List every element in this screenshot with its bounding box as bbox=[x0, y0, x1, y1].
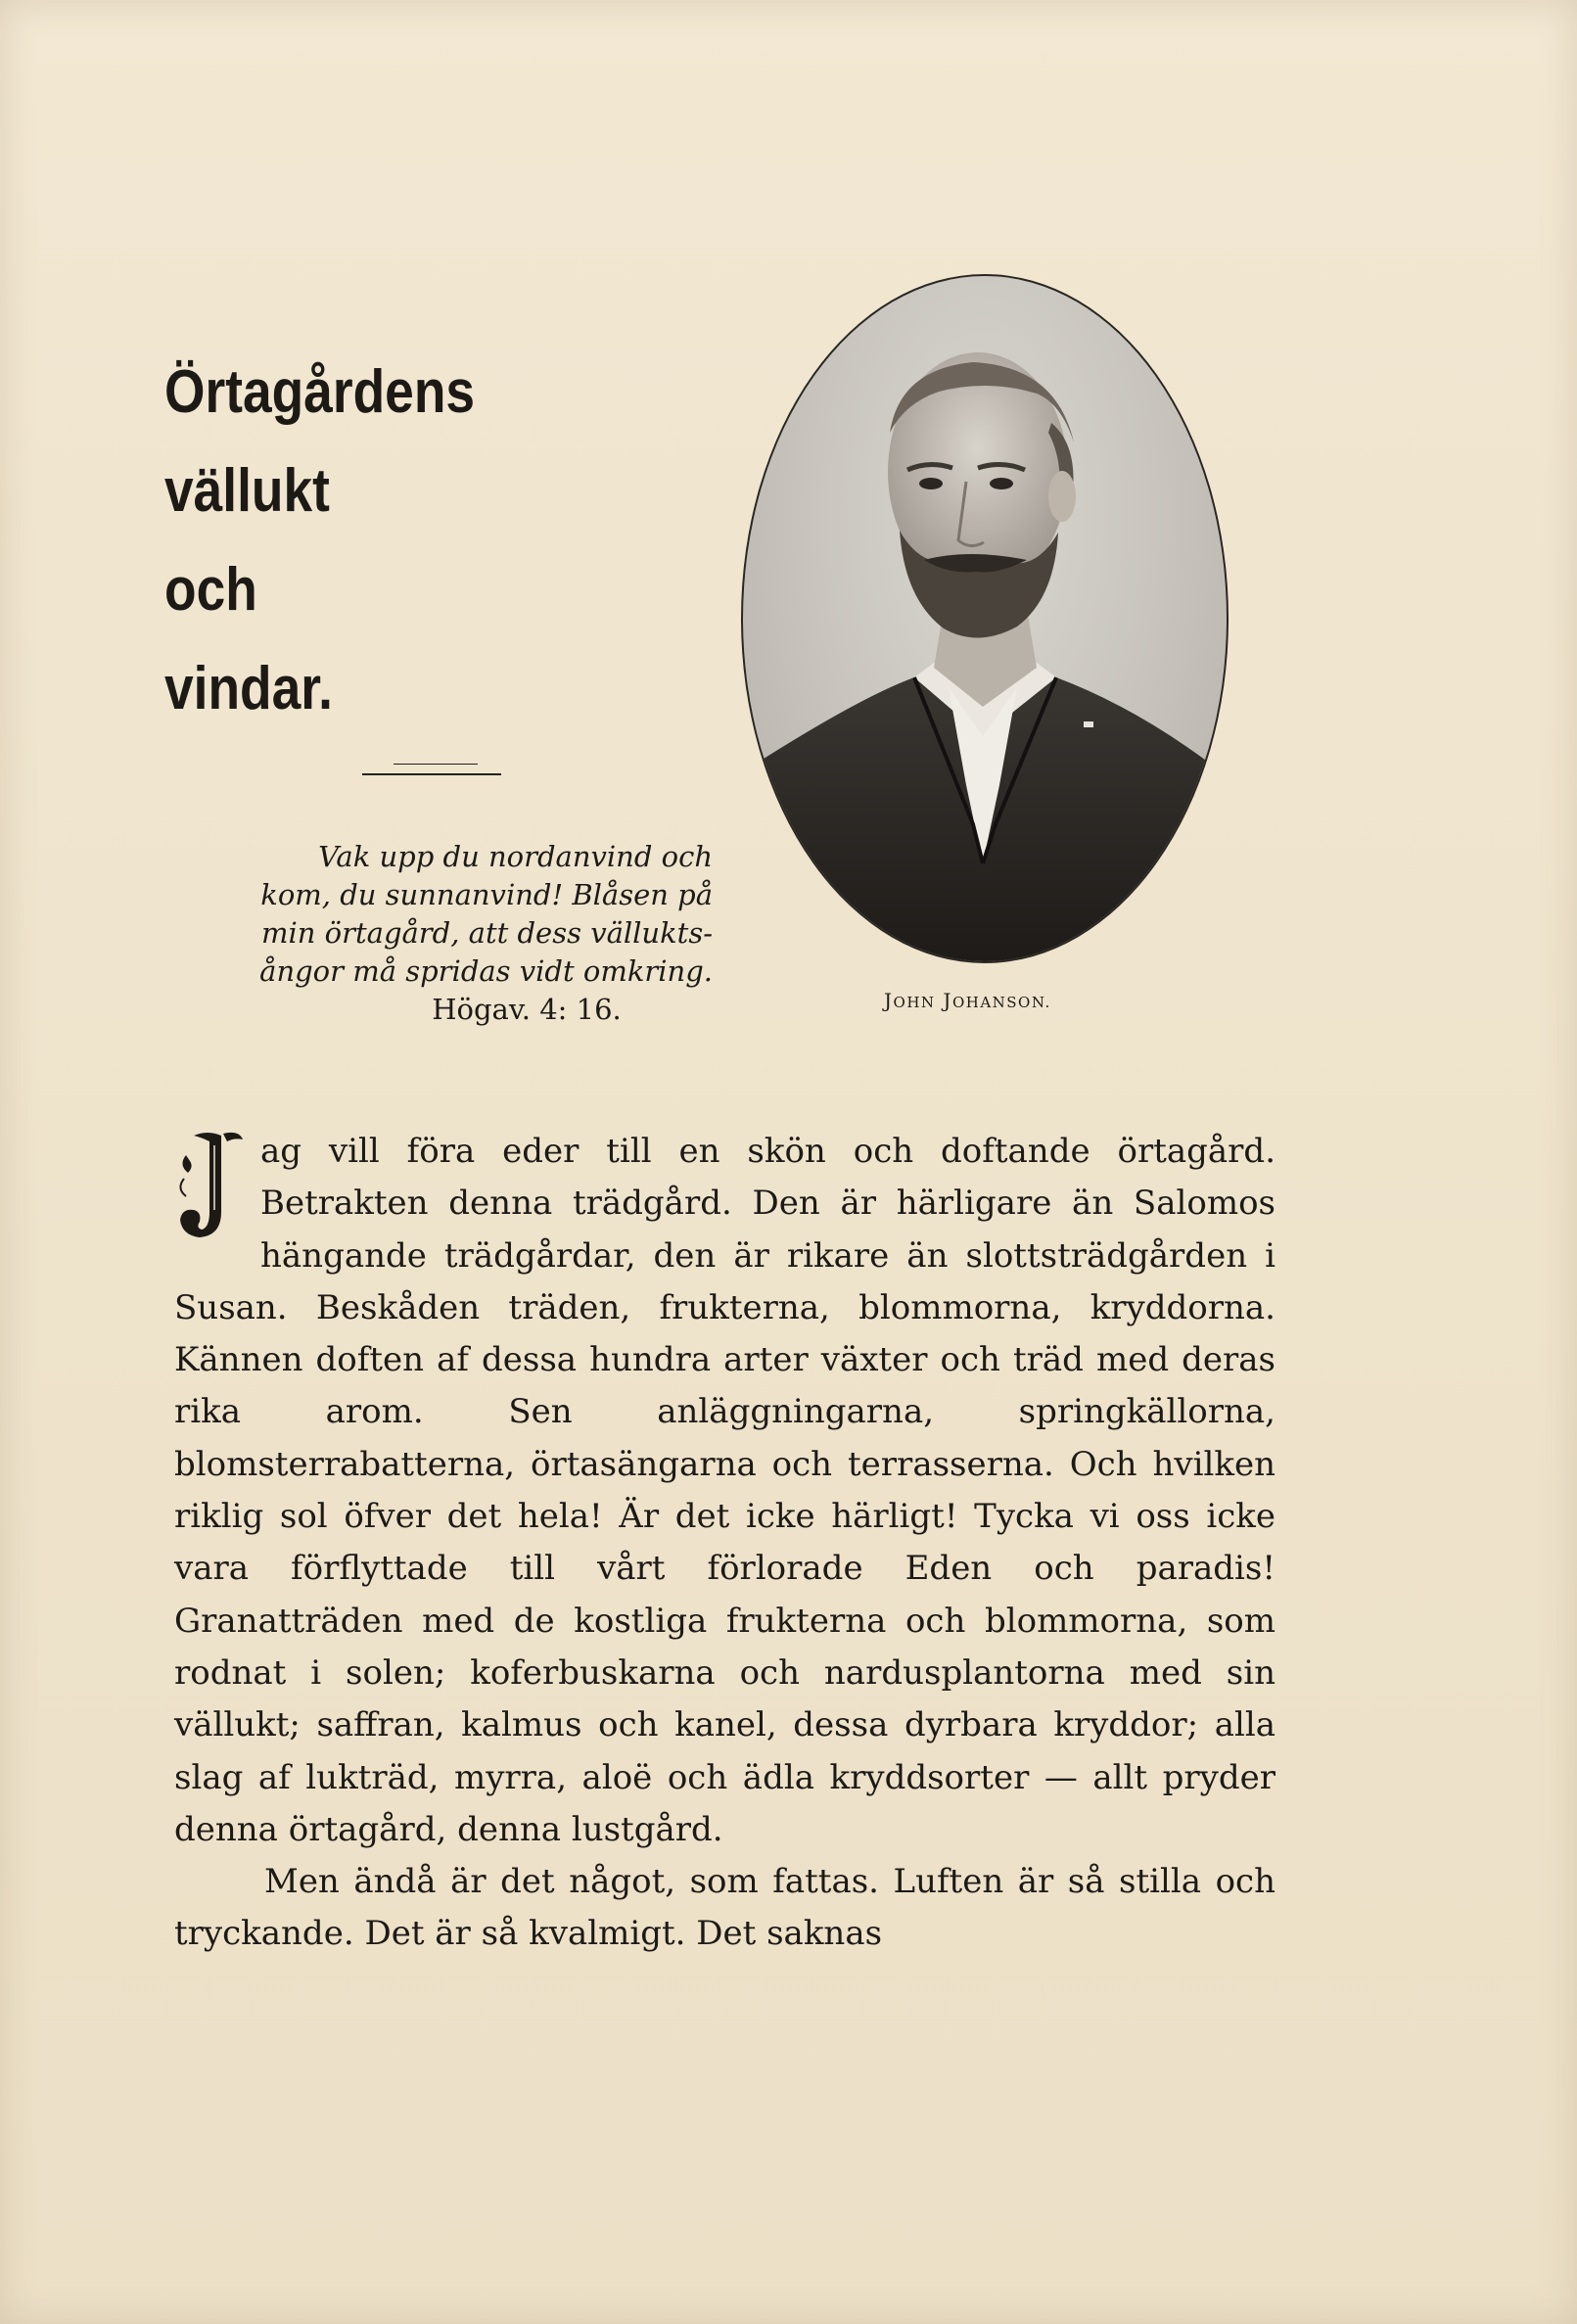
epigraph-line-2: kom, du sunnanvind! Blåsen på bbox=[260, 878, 713, 911]
portrait-illustration bbox=[743, 276, 1227, 961]
epigraph-line-4: ångor må spridas vidt omkring. bbox=[259, 954, 713, 988]
body-text bbox=[174, 1126, 1276, 1961]
paragraph-2: Men ändå är det något, som fattas. Luften är så stilla och tryckande. Det är så kvalmigt. Det saknas bbox=[174, 1862, 1276, 1954]
title-line-4: vindar. bbox=[164, 655, 333, 722]
caption-last-name: OHANSON. bbox=[951, 994, 1051, 1011]
title-line-2: vällukt bbox=[164, 457, 330, 525]
paragraph-1 bbox=[174, 1126, 1276, 1856]
epigraph-line-1: Vak upp du nordanvind och bbox=[318, 840, 713, 873]
caption-first-name: OHN bbox=[893, 994, 936, 1011]
caption-initial-last: J bbox=[943, 989, 952, 1012]
chapter-title bbox=[164, 343, 475, 738]
portrait-photo bbox=[741, 274, 1229, 963]
caption-initial-first: J bbox=[884, 989, 894, 1012]
epigraph-reference: Högav. 4: 16. bbox=[432, 993, 622, 1026]
paragraph-1-text: ag vill föra eder till en skön och doftande örtagård. Betrakten denna trädgård. Den är härligare än Salomos hängande trädgårdar, den är rikare än slottsträdgården i Susan. Beskåden träden, frukterna, blommorna, kryddorna. Kännen doften af dessa hundra arter växter och träd med deras rika arom. Sen anläggningarna, springkällorna, blomsterrabatterna, örtasängarna och terrasserna. Och hvilken riklig sol öfver det hela! Är det icke härligt! Tycka vi oss icke vara förflyttade till vårt förlorade Eden och paradis! Granatträden med de kostliga frukterna och blommorna, som rodnat i solen; koferbuskarna och nardusplantorna med sin vällukt; saffran, kalmus och kanel, dessa dyrbara kryddor; alla slag af lukträd, myrra, aloë och ädla kryddsorter — allt pryder denna örtagård, denna lustgård. bbox=[174, 1132, 1276, 1849]
epigraph bbox=[164, 838, 713, 1029]
epigraph-line-3: min örtagård, att dess vällukts- bbox=[261, 916, 713, 950]
title-line-1: Örtagårdens bbox=[164, 358, 476, 426]
title-line-3: och bbox=[164, 556, 257, 624]
dropcap-letter bbox=[174, 1126, 251, 1249]
portrait-caption bbox=[884, 989, 1051, 1012]
